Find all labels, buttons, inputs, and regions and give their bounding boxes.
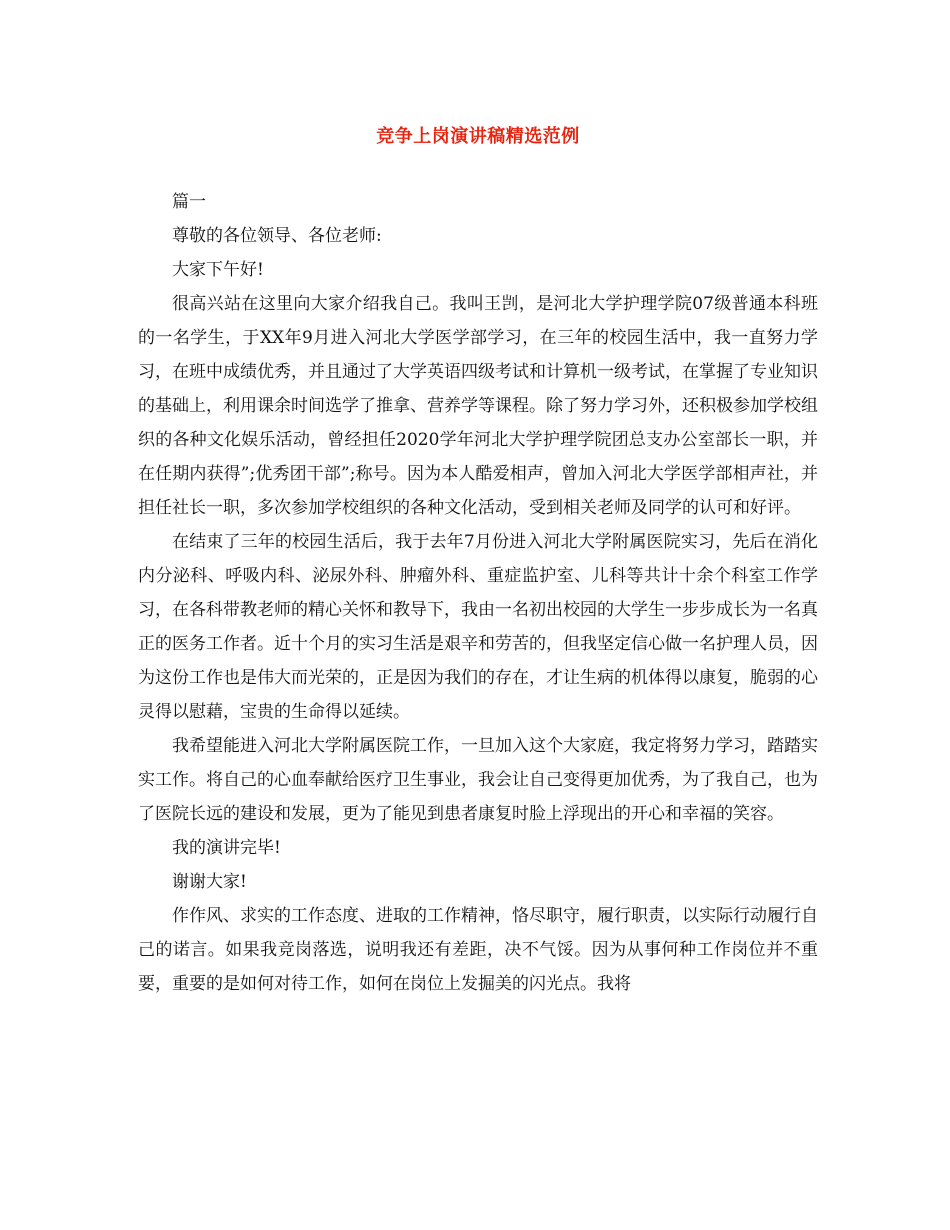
document-body <box>138 185 818 1001</box>
paragraph-internship: 在结束了三年的校园生活后，我于去年7月份进入河北大学附属医院实习，先后在消化内分泌科、呼吸内科、泌尿外科、肿瘤外科、重症监护室、儿科等共计十余个科室工作学习，在各科带教老师的精心关怀和教导下，我由一名初出校园的大学生一步步成长为一名真正的医务工作者。近十个月的实习生活是艰辛和劳苦的，但我坚定信心做一名护理人员，因为这份工作也是伟大而光荣的，正是因为我们的存在，才让生病的机体得以康复，脆弱的心灵得以慰藉，宝贵的生命得以延续。 <box>138 532 818 722</box>
paragraph-salutation: 尊敬的各位领导、各位老师: <box>172 226 382 246</box>
paragraph-speech-end: 我的演讲完毕! <box>172 838 281 858</box>
paragraph-self-introduction: 很高兴站在这里向大家介绍我自己。我叫王剀，是河北大学护理学院07级普通本科班的一名学生，于XX年9月进入河北大学医学部学习，在三年的校园生活中，我一直努力学习，在班中成绩优秀，并且通过了大学英语四级考试和计算机一级考试，在掌握了专业知识的基础上，利用课余时间选学了推拿、营养学等课程。除了努力学习外，还积极参加学校组织的各种文化娱乐活动，曾经担任2020学年河北大学护理学院团总支办公室部长一职，并在任期内获得”;优秀团干部”;称号。因为本人酷爱相声，曾加入河北大学医学部相声社，并担任社长一职，多次参加学校组织的各种文化活动，受到相关老师及同学的认可和好评。 <box>138 294 818 518</box>
paragraph-greeting: 大家下午好! <box>172 260 264 280</box>
paragraph-work-attitude: 作作风、求实的工作态度、进取的工作精神，恪尽职守，履行职责，以实际行动履行自己的诺言。如果我竞岗落选，说明我还有差距，决不气馁。因为从事何种工作岗位并不重要，重要的是如何对待工作，如何在岗位上发掘美的闪光点。我将 <box>138 906 818 994</box>
paragraph-thanks: 谢谢大家! <box>172 872 247 892</box>
paragraph-section-label: 篇一 <box>172 192 206 212</box>
document-title: 竞争上岗演讲稿精选范例 <box>376 126 580 147</box>
paragraph-aspiration: 我希望能进入河北大学附属医院工作，一旦加入这个大家庭，我定将努力学习，踏踏实实工作。将自己的心血奉献给医疗卫生事业，我会让自己变得更加优秀，为了我自己，也为了医院长远的建设和发展，更为了能见到患者康复时脸上浮现出的开心和幸福的笑容。 <box>138 736 818 824</box>
